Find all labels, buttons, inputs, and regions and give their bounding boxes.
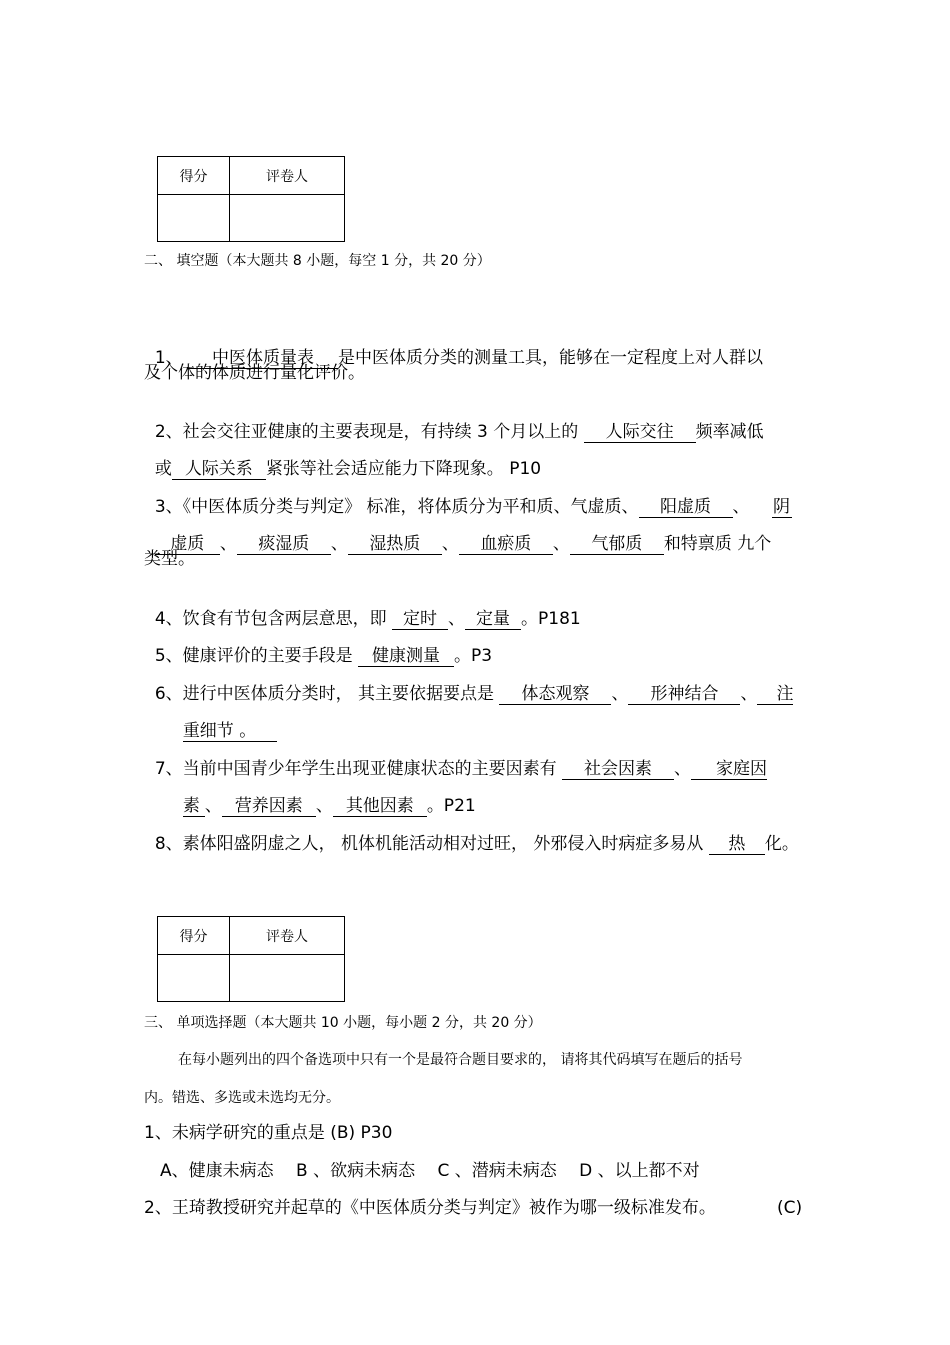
answer-blank: 家庭因 — [691, 759, 767, 780]
fill-q6-line1: 6、进行中医体质分类时， 其主要依据要点是 体态观察 、 形神结合 、 注 — [154, 684, 794, 704]
answer-blank: 形神结合 — [628, 684, 740, 705]
section-3-heading: 三、 单项选择题（本大题共 10 小题，每小题 2 分，共 20 分） — [144, 1015, 542, 1031]
fill-q3-line1: 3、《中医体质分类与判定》 标准，将体质分为平和质、气虚质、 阳虚质 、 阴 — [154, 497, 791, 517]
answer-blank: 湿热质 — [348, 534, 442, 555]
fill-q1-line1: 1、 中医体质量表 是中医体质分类的测量工具，能够在一定程度上对人群以 — [154, 348, 764, 368]
score-table-1 — [157, 156, 345, 242]
section-2-heading: 二、 填空题（本大题共 8 小题，每空 1 分，共 20 分） — [144, 253, 491, 269]
answer-blank: 人际关系 — [172, 459, 266, 480]
choice-q1-options: A、健康未病态 B 、欲病未病态 C 、潜病未病态 D 、以上都不对 — [160, 1161, 700, 1181]
answer-blank: 中医体质量表 — [188, 348, 338, 369]
answer-blank: 重细节 。 — [183, 721, 277, 742]
answer-blank: 健康测量 — [358, 646, 454, 667]
answer-blank: 其他因素 — [333, 796, 427, 817]
fill-q3-line3: 类型。 — [144, 549, 195, 569]
answer-blank: 定时 — [392, 609, 448, 630]
section-3-instruction-1: 在每小题列出的四个备选项中只有一个是最符合题目要求的， 请将其代码填写在题后的括号 — [178, 1052, 743, 1068]
answer-blank: 人际交往 — [584, 422, 696, 443]
answer-blank: 痰湿质 — [237, 534, 331, 555]
answer-blank: 体态观察 — [499, 684, 611, 705]
answer-blank: 阴 — [773, 497, 791, 517]
answer-blank: 虚质 — [155, 534, 220, 555]
fill-q7-line1: 7、当前中国青少年学生出现亚健康状态的主要因素有 社会因素 、 家庭因 — [154, 759, 768, 779]
score-label: 得分 — [158, 157, 230, 195]
grader-cell[interactable] — [230, 195, 345, 242]
choice-q2: 2、王琦教授研究并起草的《中医体质分类与判定》被作为哪一级标准发布。 — [144, 1198, 716, 1218]
answer-blank: 营养因素 — [222, 796, 316, 817]
fill-q7-line2: 素 、 营养因素 、 其他因素 。P21 — [182, 796, 476, 816]
answer-blank: 社会因素 — [562, 759, 674, 780]
fill-q1-line2: 及个体的体质进行量化评价。 — [144, 363, 365, 383]
answer-blank: 气郁质 — [570, 534, 664, 555]
score-cell[interactable] — [158, 195, 230, 242]
answer-blank: 定量 — [465, 609, 521, 630]
fill-q5: 5、健康评价的主要手段是 健康测量 。P3 — [154, 646, 493, 666]
fill-q2-line2: 或 人际关系 紧张等社会适应能力下降现象。 P10 — [154, 459, 542, 479]
fill-q4: 4、饮食有节包含两层意思，即 定时 、 定量 。P181 — [154, 609, 581, 629]
grader-label: 评卷人 — [230, 157, 345, 195]
choice-q2-answer: (C) — [777, 1198, 803, 1218]
score-label: 得分 — [158, 917, 230, 955]
choice-q1: 1、未病学研究的重点是 (B) P30 — [144, 1123, 393, 1143]
fill-q8: 8、素体阳盛阴虚之人， 机体机能活动相对过旺， 外邪侵入时病症多易从 热 化。 — [154, 834, 799, 854]
fill-q3-line2: 虚质 、 痰湿质 、 湿热质 、 血瘀质 、 气郁质 和特禀质 九个 — [144, 511, 771, 555]
section-3-instruction-2: 内。错选、多选或未选均无分。 — [144, 1090, 340, 1106]
answer-blank: 阳虚质 — [639, 497, 733, 518]
grader-label: 评卷人 — [230, 917, 345, 955]
score-table-2 — [157, 916, 345, 1002]
answer-blank: 血瘀质 — [459, 534, 553, 555]
answer-blank: 热 — [709, 834, 765, 855]
fill-q2-line1: 2、社会交往亚健康的主要表现是，有持续 3 个月以上的 人际交往 频率减低 — [154, 422, 764, 442]
grader-cell[interactable] — [230, 955, 345, 1002]
score-cell[interactable] — [158, 955, 230, 1002]
answer-blank: 注 — [757, 684, 793, 705]
answer-blank: 素 — [183, 796, 205, 817]
